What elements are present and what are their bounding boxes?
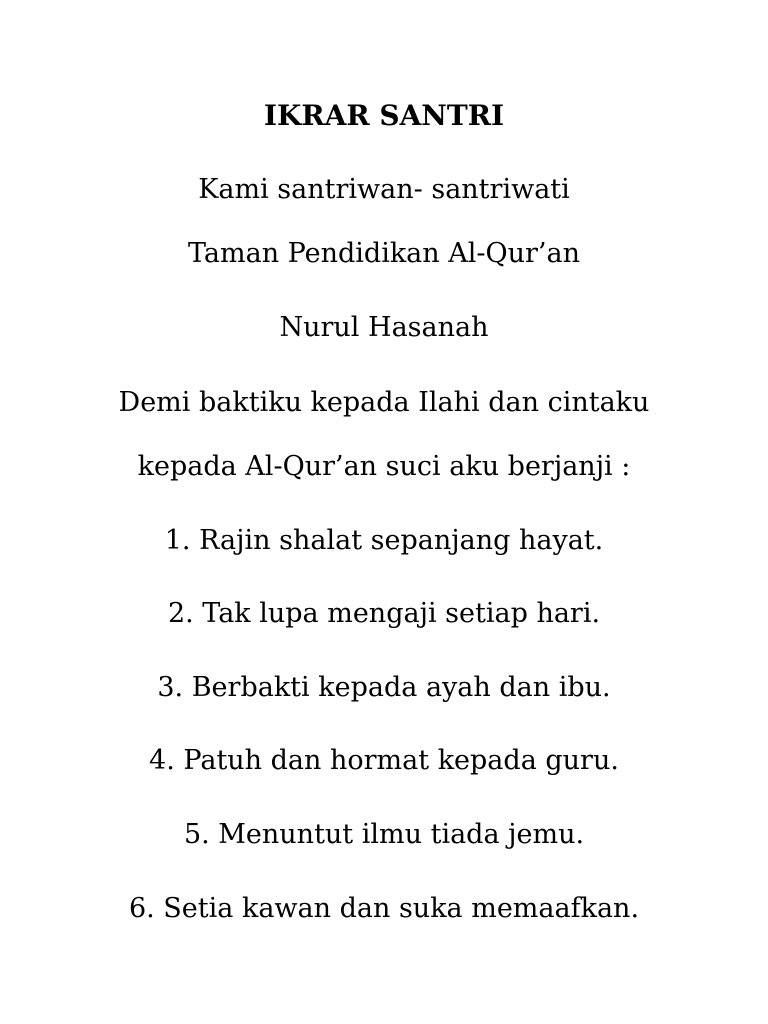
intro-line-1: Kami santriwan- santriwati xyxy=(198,174,570,205)
pledge-item-2: 2. Tak lupa mengaji setiap hari. xyxy=(167,598,601,629)
document-title: IKRAR SANTRI xyxy=(263,99,505,132)
intro-line-3: Nurul Hasanah xyxy=(279,312,489,343)
pledge-item-3: 3. Berbakti kepada ayah dan ibu. xyxy=(157,672,611,703)
intro-line-4: Demi baktiku kepada Ilahi dan cintaku xyxy=(118,387,650,418)
pledge-item-6: 6. Setia kawan dan suka memaafkan. xyxy=(128,893,640,924)
pledge-item-1: 1. Rajin shalat sepanjang hayat. xyxy=(164,525,604,556)
intro-line-5: kepada Al-Qur’an suci aku berjanji : xyxy=(137,451,631,482)
intro-line-2: Taman Pendidikan Al-Qur’an xyxy=(187,238,581,269)
pledge-item-4: 4. Patuh dan hormat kepada guru. xyxy=(149,745,619,776)
pledge-item-5: 5. Menuntut ilmu tiada jemu. xyxy=(183,819,585,850)
